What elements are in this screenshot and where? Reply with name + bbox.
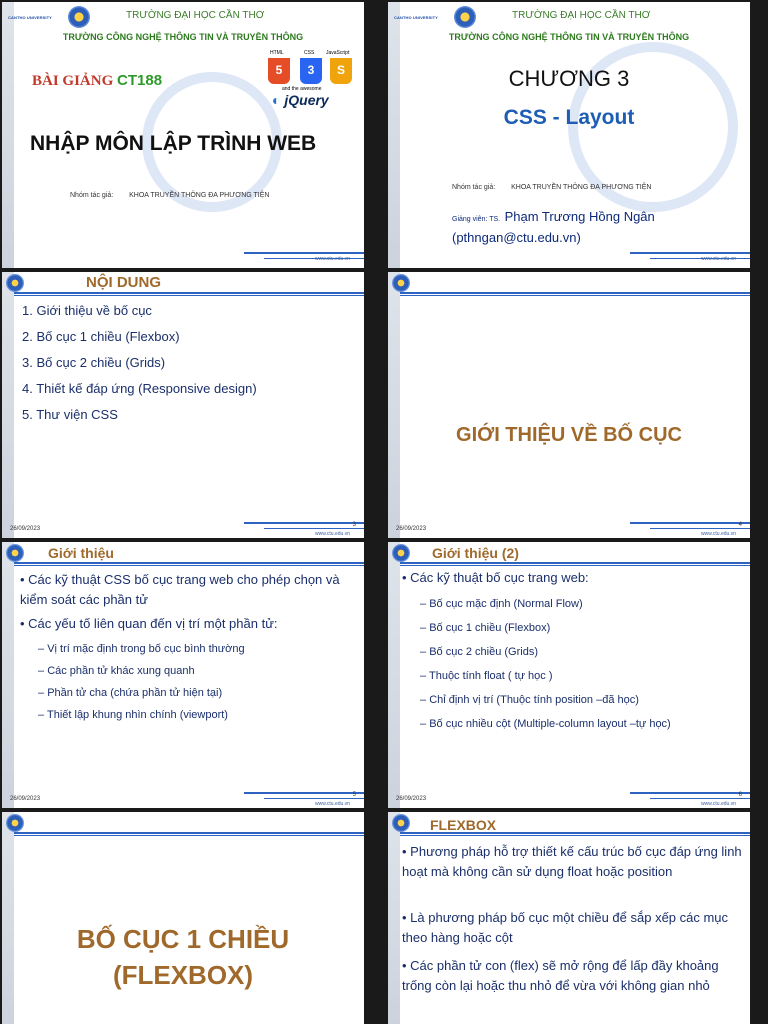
- bullet-text: Phương pháp hỗ trợ thiết kế cấu trúc bố cục đáp ứng linh hoạt mà không cần sử dụng float hoặc position: [402, 844, 742, 879]
- slide-3[interactable]: [2, 272, 364, 538]
- slide-date: 26/09/2023: [396, 526, 427, 532]
- bullet-item: [402, 842, 748, 882]
- bullet-dot-icon: •: [20, 572, 29, 587]
- slide-8[interactable]: [388, 812, 750, 1024]
- javascript-icon: S: [330, 58, 352, 84]
- sub-text: Vị trí mặc định trong bố cục bình thường: [47, 643, 245, 655]
- heading-underline: [14, 832, 364, 834]
- bullet-item: [402, 570, 742, 585]
- heading-underline: [400, 562, 750, 564]
- page-number: 3: [352, 522, 356, 528]
- chapter-title: CHƯƠNG 3: [508, 66, 630, 91]
- ctu-logo: [394, 5, 504, 31]
- bullet-text: Các kỹ thuật bố cục trang web:: [410, 570, 589, 585]
- jquery-logo: [272, 92, 329, 108]
- ctu-emblem-icon: [454, 6, 476, 28]
- bullet-item: [20, 616, 360, 631]
- sub-text: Bố cục mặc định (Normal Flow): [429, 598, 583, 610]
- course-title: NHẬP MÔN LẬP TRÌNH WEB: [30, 132, 317, 155]
- slide-date: 26/09/2023: [10, 526, 41, 532]
- section-title-line1: BỐ CỤC 1 CHIỀU: [76, 924, 290, 954]
- toc-list: [22, 298, 257, 428]
- university-name: TRƯỜNG ĐẠI HỌC CẦN THƠ: [126, 10, 265, 21]
- slide-side-stripe: [388, 812, 400, 1024]
- sub-list: [420, 592, 671, 736]
- css3-icon: 3: [300, 58, 322, 84]
- slide-title: NỘI DUNG: [86, 274, 161, 291]
- bullet-dot-icon: •: [402, 910, 411, 925]
- bullet-item: [20, 570, 360, 610]
- chapter-subtitle: CSS - Layout: [503, 106, 635, 129]
- bullet-item: [402, 956, 748, 996]
- sub-text: Bố cục nhiều cột (Multiple-column layout –tự học): [429, 718, 671, 730]
- lecturer-row: [452, 208, 655, 226]
- lecturer-label: Giảng viên: TS.: [452, 216, 501, 223]
- course-prefix: BÀI GIẢNG: [32, 73, 114, 89]
- ctu-emblem-icon: [6, 544, 24, 562]
- jquery-text: jQuery: [284, 92, 329, 108]
- bullet-dot-icon: •: [402, 570, 411, 585]
- bullet-dot-icon: •: [402, 958, 411, 973]
- ctu-emblem-icon: [6, 274, 24, 292]
- heading-underline: [400, 292, 750, 294]
- sub-item: – Bố cục 1 chiều (Flexbox): [420, 622, 551, 634]
- bullet-item: [402, 908, 748, 948]
- toc-item: 1. Giới thiệu về bố cục: [22, 303, 152, 318]
- slide-date: 26/09/2023: [396, 796, 427, 802]
- slide-title: Giới thiệu (2): [432, 545, 519, 561]
- slide-side-stripe: [2, 542, 14, 808]
- lecturer-name: Phạm Trương Hồng Ngân: [504, 209, 655, 224]
- sub-text: Phần tử cha (chứa phần tử hiện tại): [47, 687, 223, 699]
- slide-4[interactable]: [388, 272, 750, 538]
- sub-list: [38, 638, 245, 726]
- toc-item: 5. Thư viện CSS: [22, 407, 118, 422]
- toc-item: 4. Thiết kế đáp ứng (Responsive design): [22, 381, 257, 396]
- course-code: CT188: [117, 72, 163, 89]
- sub-item: – Thuộc tính float ( tự học ): [420, 670, 553, 682]
- ctu-emblem-icon: [392, 544, 410, 562]
- jquery-swirl-icon: ◐: [272, 92, 281, 108]
- author-label: Nhóm tác giả:: [70, 192, 114, 199]
- slide-7[interactable]: [2, 812, 364, 1024]
- html5-icon: 5: [268, 58, 290, 84]
- slide-side-stripe: [2, 812, 14, 1024]
- slide-side-stripe: [2, 272, 14, 538]
- slide-5[interactable]: [2, 542, 364, 808]
- section-title: GIỚI THIỆU VỀ BỐ CỤC: [456, 424, 682, 446]
- school-name: TRƯỜNG CÔNG NGHỆ THÔNG TIN VÀ TRUYỀN THÔNG: [448, 32, 690, 42]
- logo-text: CANTHO UNIVERSITY: [8, 15, 52, 20]
- school-name: TRƯỜNG CÔNG NGHỆ THÔNG TIN VÀ TRUYỀN THÔNG: [62, 32, 304, 42]
- slide-date: 26/09/2023: [10, 796, 41, 802]
- sub-item: – Các phần tử khác xung quanh: [38, 665, 195, 677]
- bullet-text: Các phần tử con (flex) sẽ mở rộng để lấp đầy khoảng trống còn lại hoặc thu nhỏ để vừa với không gian nhỏ: [402, 958, 719, 993]
- page-number: 6: [738, 792, 742, 798]
- university-name: TRƯỜNG ĐẠI HỌC CẦN THƠ: [512, 10, 651, 21]
- bullet-text: Các yếu tố liên quan đến vị trí một phần tử:: [28, 616, 278, 631]
- slide-1[interactable]: [2, 2, 364, 268]
- sub-item: – Bố cục 2 chiều (Grids): [420, 646, 539, 658]
- ctu-emblem-icon: [392, 814, 410, 832]
- sub-text: Chỉ định vị trí (Thuộc tính position –đã học): [429, 694, 639, 706]
- course-label: [32, 72, 162, 90]
- ctu-emblem-icon: [6, 814, 24, 832]
- tech-logos: [268, 50, 358, 112]
- ctu-emblem-icon: [68, 6, 90, 28]
- sub-text: Các phần tử khác xung quanh: [47, 665, 195, 677]
- author-label: Nhóm tác giả:: [452, 184, 496, 191]
- bullet-text: Là phương pháp bố cục một chiều để sắp xếp các mục theo hàng hoặc cột: [402, 910, 729, 945]
- slide-title: FLEXBOX: [430, 817, 497, 833]
- bullet-dot-icon: •: [402, 844, 411, 859]
- bullet-text: Các kỹ thuật CSS bố cục trang web cho phép chọn và kiểm soát các phần tử: [20, 572, 340, 607]
- footer-url: www.ctu.edu.vn: [700, 531, 736, 537]
- slide-6[interactable]: [388, 542, 750, 808]
- awesome-text: and the awesome: [282, 86, 322, 92]
- js-label: JavaScript: [326, 50, 350, 56]
- slide-2[interactable]: [388, 2, 750, 268]
- footer-url: www.ctu.edu.vn: [314, 801, 350, 807]
- page-number: 4: [738, 522, 742, 528]
- ctu-logo: [8, 5, 118, 31]
- sub-item: – Thiết lập khung nhìn chính (viewport): [38, 709, 228, 721]
- footer-url: www.ctu.edu.vn: [700, 801, 736, 807]
- toc-item: 2. Bố cục 1 chiều (Flexbox): [22, 329, 180, 344]
- toc-item: 3. Bố cục 2 chiều (Grids): [22, 355, 166, 370]
- sub-text: Thiết lập khung nhìn chính (viewport): [46, 709, 228, 721]
- author-value: KHOA TRUYỀN THÔNG ĐA PHƯƠNG TIỆN: [511, 184, 652, 191]
- css-label: CSS: [304, 50, 315, 56]
- author-row: [70, 192, 269, 199]
- section-title-line2: (FLEXBOX): [112, 960, 254, 990]
- footer-url: www.ctu.edu.vn: [314, 256, 350, 262]
- footer-url: www.ctu.edu.vn: [700, 256, 736, 262]
- slide-side-stripe: [388, 542, 400, 808]
- ctu-emblem-icon: [392, 274, 410, 292]
- sub-item: – Vị trí mặc định trong bố cục bình thường: [38, 643, 245, 655]
- sub-item: – Phần tử cha (chứa phần tử hiện tại): [38, 687, 223, 699]
- sub-text: Thuộc tính float ( tự học ): [428, 670, 553, 682]
- slide-side-stripe: [388, 272, 400, 538]
- footer-url: www.ctu.edu.vn: [314, 531, 350, 537]
- bullet-dot-icon: •: [20, 616, 29, 631]
- sub-item: – Chỉ định vị trí (Thuộc tính position –đã học): [420, 694, 639, 706]
- heading-underline: [14, 292, 364, 294]
- slide-title: Giới thiệu: [48, 545, 114, 561]
- page-number: 5: [352, 792, 356, 798]
- sub-text: Bố cục 1 chiều (Flexbox): [429, 622, 551, 634]
- logo-text: CANTHO UNIVERSITY: [394, 15, 438, 20]
- author-value: KHOA TRUYỀN THÔNG ĐA PHƯƠNG TIỆN: [129, 192, 270, 199]
- author-row: [452, 184, 651, 191]
- sub-text: Bố cục 2 chiều (Grids): [429, 646, 539, 658]
- sub-item: – Bố cục nhiều cột (Multiple-column layout –tự học): [420, 718, 671, 730]
- html-label: HTML: [270, 50, 284, 56]
- lecturer-email: (pthngan@ctu.edu.vn): [452, 230, 581, 245]
- heading-underline: [14, 562, 364, 564]
- sub-item: – Bố cục mặc định (Normal Flow): [420, 598, 583, 610]
